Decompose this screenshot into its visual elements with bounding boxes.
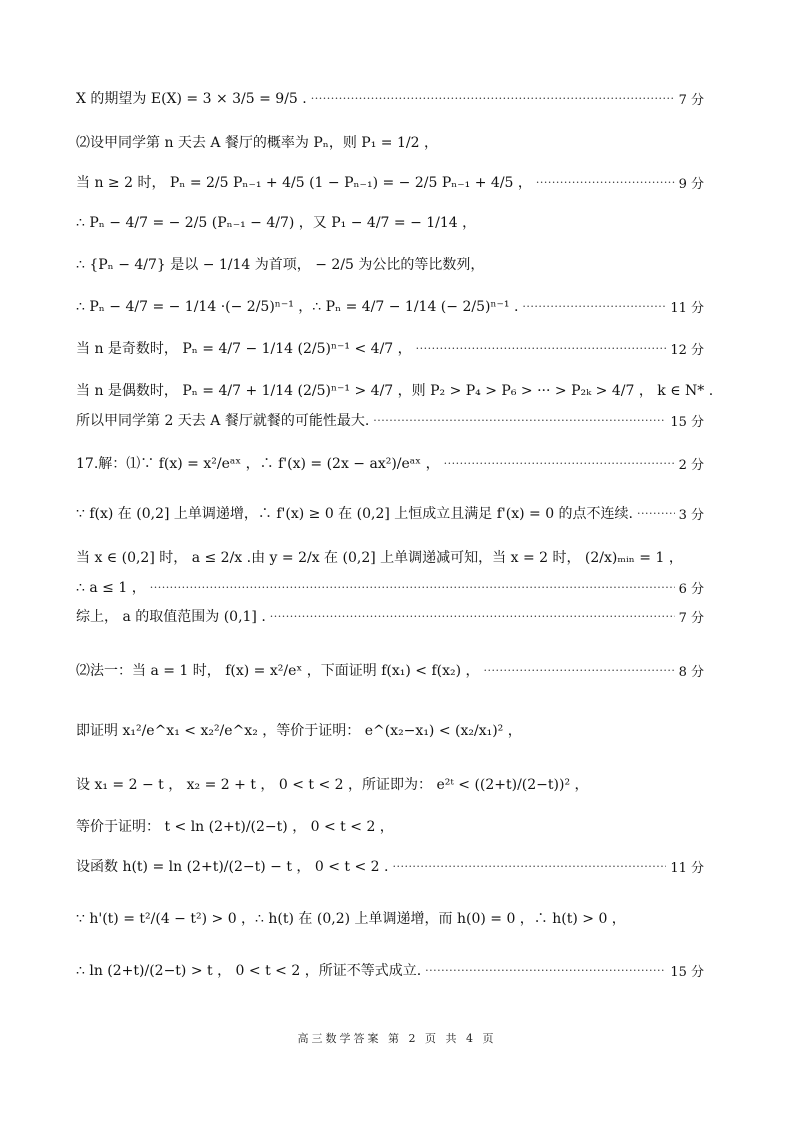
solution-text: ∵ f(x) 在 (0,2] 上单调递增，∴ f'(x) ≥ 0 在 (0,2] 上恒成立且满足 f'(x) = 0 的点不连续. — [76, 506, 634, 522]
score-mark: 15 分 — [670, 964, 704, 980]
solution-text: ∴ ln (2+t)/(2−t) > t ， 0 < t < 2 ，所证不等式成立. — [76, 963, 422, 979]
dot-leader — [373, 414, 666, 427]
score-mark: 15 分 — [670, 414, 704, 430]
dot-leader — [484, 664, 675, 677]
solution-text: ∴ Pₙ − 4/7 = − 1/14 ·(− 2/5)ⁿ⁻¹ ，∴ Pₙ = 4/7 − 1/14 (− 2/5)ⁿ⁻¹ . — [76, 299, 519, 315]
solution-text: X 的期望为 E(X) = 3 × 3/5 = 9/5 . — [76, 91, 307, 107]
solution-line — [76, 770, 704, 798]
dot-leader — [444, 457, 675, 470]
solution-line — [76, 852, 704, 880]
solution-text: 17.解：⑴∵ f(x) = x²/eᵃˣ ，∴ f'(x) = (2x − ax²)/eᵃˣ ， — [76, 456, 440, 472]
score-mark: 8 分 — [678, 664, 704, 680]
solution-line — [76, 543, 704, 571]
solution-line — [76, 128, 704, 156]
solution-text: 当 n ≥ 2 时， Pₙ = 2/5 Pₙ₋₁ + 4/5 (1 − Pₙ₋₁) = − 2/5 Pₙ₋₁ + 4/5 ， — [76, 175, 532, 191]
solution-text: 当 n 是偶数时， Pₙ = 4/7 + 1/14 (2/5)ⁿ⁻¹ > 4/7 ，则 P₂ > P₄ > P₆ > ··· > P₂ₖ > 4/7 ， k ∈ N* . — [76, 383, 714, 399]
score-mark: 7 分 — [678, 610, 704, 626]
solution-line — [76, 208, 704, 236]
score-mark: 12 分 — [670, 342, 704, 358]
solution-line — [76, 84, 704, 112]
solution-line — [76, 956, 704, 984]
score-mark: 3 分 — [678, 507, 704, 523]
solution-line — [76, 573, 704, 601]
solution-line — [76, 904, 704, 932]
solution-text: ∴ Pₙ − 4/7 = − 2/5 (Pₙ₋₁ − 4/7) ，又 P₁ − 4/7 = − 1/14 ， — [76, 215, 477, 231]
solution-line — [76, 716, 704, 744]
solution-text: 所以甲同学第 2 天去 A 餐厅就餐的可能性最大. — [76, 413, 370, 429]
solution-text: 当 x ∈ (0,2] 时， a ≤ 2/x .由 y = 2/x 在 (0,2] 上单调递减可知，当 x = 2 时， (2/x)ₘᵢₙ = 1 ， — [76, 550, 683, 566]
score-mark: 11 分 — [670, 300, 704, 316]
solution-text: 设 x₁ = 2 − t ， x₂ = 2 + t ， 0 < t < 2 ，所证即为： e²ᵗ < ((2+t)/(2−t))² ， — [76, 777, 589, 793]
solution-line — [76, 168, 704, 196]
solution-text: ∴ {Pₙ − 4/7} 是以 − 1/14 为首项， − 2/5 为公比的等比数列， — [76, 257, 485, 273]
score-mark: 7 分 — [678, 92, 704, 108]
page-footer: 高三数学答案 第 2 页 共 4 页 — [297, 1032, 497, 1045]
dot-leader — [311, 92, 675, 105]
solution-text: ⑵法一：当 a = 1 时， f(x) = x²/eˣ ，下面证明 f(x₁) < f(x₂) ， — [76, 663, 480, 679]
solution-line — [76, 656, 704, 684]
solution-text: ∵ h'(t) = t²/(4 − t²) > 0 ，∴ h(t) 在 (0,2) 上单调递增，而 h(0) = 0 ，∴ h(t) > 0 ， — [76, 911, 626, 927]
solution-line — [76, 250, 704, 278]
solution-line — [76, 292, 704, 320]
solution-line — [76, 812, 704, 840]
score-mark: 9 分 — [678, 176, 704, 192]
solution-text: 当 n 是奇数时， Pₙ = 4/7 − 1/14 (2/5)ⁿ⁻¹ < 4/7 ， — [76, 341, 412, 357]
solution-text: 等价于证明： t < ln (2+t)/(2−t) ， 0 < t < 2 ， — [76, 819, 394, 835]
solution-text: 设函数 h(t) = ln (2+t)/(2−t) − t ， 0 < t < 2 . — [76, 859, 389, 875]
score-mark: 6 分 — [678, 581, 704, 597]
dot-leader — [150, 581, 675, 594]
solution-line — [76, 602, 704, 630]
solution-text: 综上， a 的取值范围为 (0,1] . — [76, 609, 266, 625]
solution-line — [76, 334, 704, 362]
score-mark: 11 分 — [670, 860, 704, 876]
dot-leader — [522, 300, 666, 313]
dot-leader — [392, 860, 666, 873]
dot-leader — [536, 176, 675, 189]
dot-leader — [270, 610, 675, 623]
score-mark: 2 分 — [678, 457, 704, 473]
dot-leader — [416, 342, 667, 355]
dot-leader — [637, 507, 675, 520]
solution-line — [76, 449, 704, 477]
solution-line — [76, 406, 704, 434]
solution-text: 即证明 x₁²/e^x₁ < x₂²/e^x₂ ，等价于证明： e^(x₂−x₁) < (x₂/x₁)² ， — [76, 723, 522, 739]
solution-line — [76, 499, 704, 527]
solution-text: ∴ a ≤ 1 ， — [76, 580, 146, 596]
solution-line — [76, 376, 714, 404]
solution-text: ⑵设甲同学第 n 天去 A 餐厅的概率为 Pₙ，则 P₁ = 1/2 ， — [76, 135, 438, 151]
dot-leader — [425, 964, 666, 977]
